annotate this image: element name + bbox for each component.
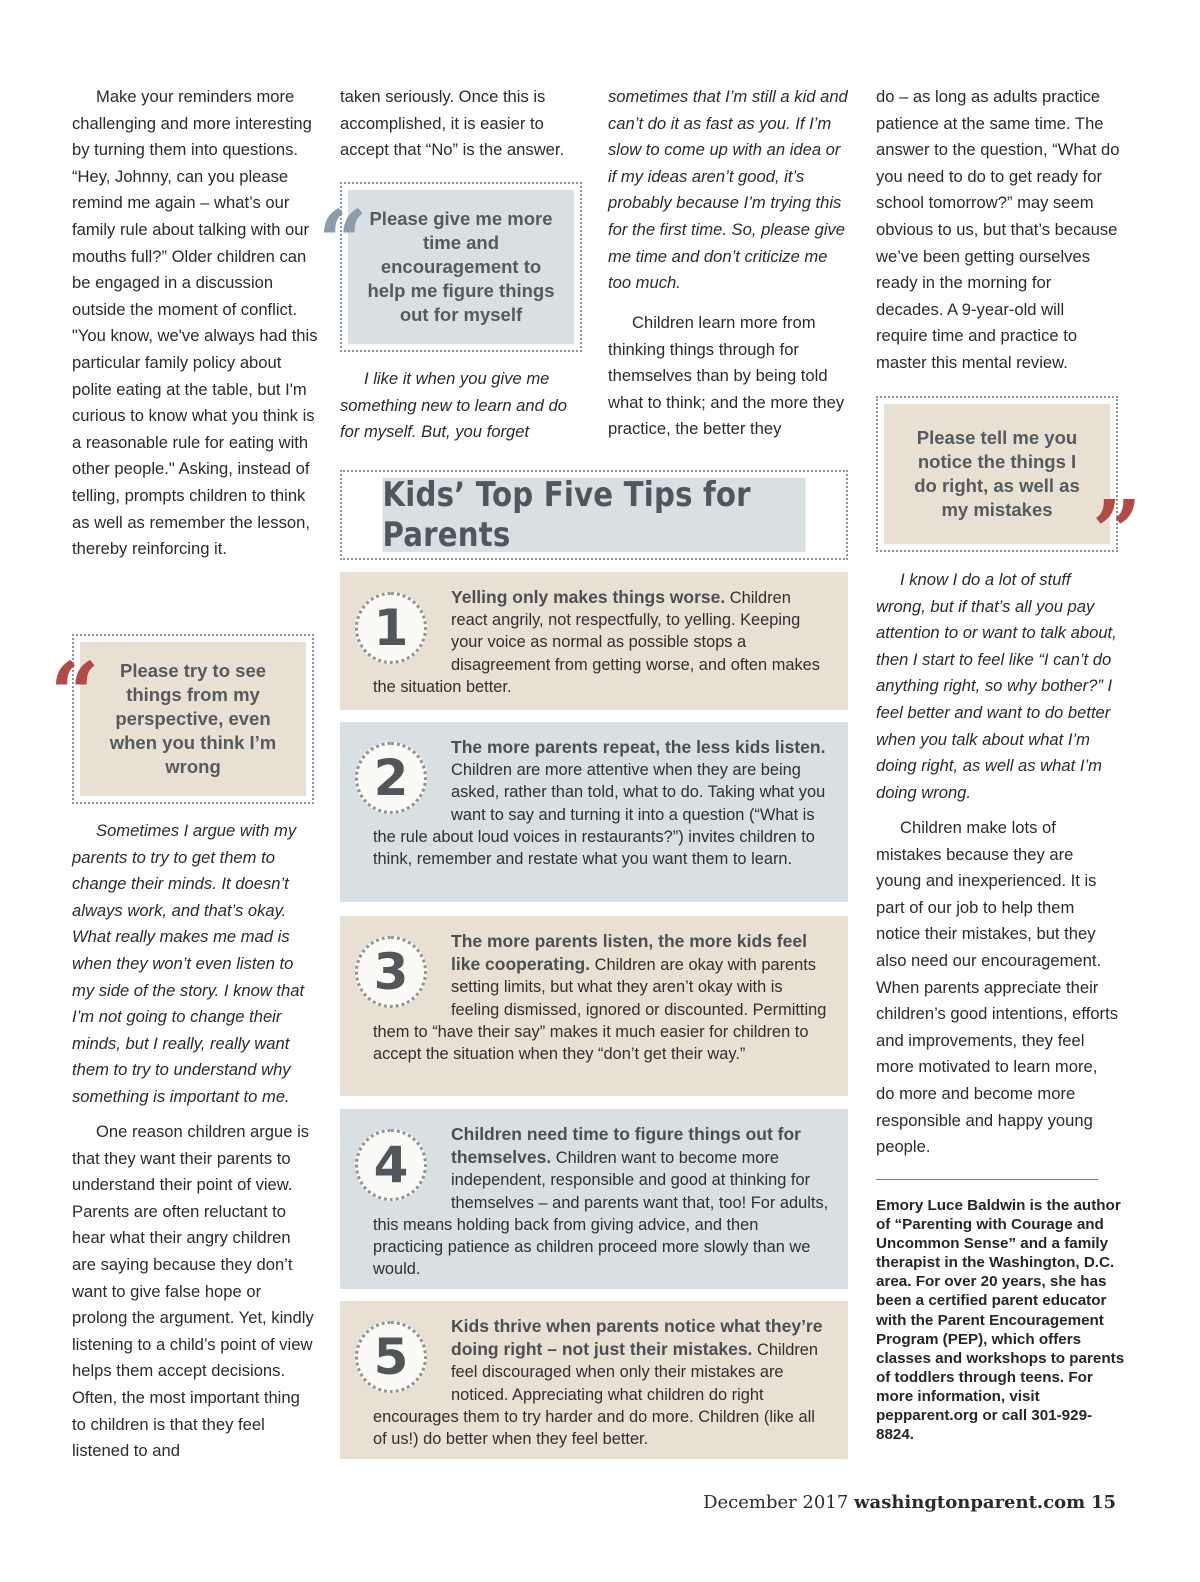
page-footer [703,1492,1116,1513]
pull-quote-box-3 [876,396,1118,552]
quote-mark-icon: ” [1092,490,1142,550]
number-badge: 5 [355,1321,427,1393]
tip-body: Children are okay with parents setting limits, but what they aren’t okay with is feeling dismissed, ignored or discounted. Permitting them to “have their say” makes it much easier for children to accept the situation when they “don’t get their way.” [373,956,827,1064]
column-1 [72,84,318,563]
kid-quote: Sometimes I argue with my parents to try to get them to change their minds. It doesn’t always work, and that’s okay. What really makes me mad is when they won’t even listen to my side of the story. I know that I’m not going to change their minds, but I really, really want them to try to understand why something is important to me. [72,821,305,1106]
kid-quote: sometimes that I’m still a kid and can’t do it as fast as you. If I’m slow to come up with an idea or if my ideas aren’t good, it’s probably because I’m trying this for the first time. So, please give me time and don’t criticize me too much. [608,87,848,293]
number-badge: 3 [355,936,427,1008]
column-1-italic [72,818,318,1111]
body-paragraph: Children learn more from thinking things through for themselves than by being told what to think; and the more they practice, the better they [608,313,845,439]
pull-quote-text: Please try to see things from my perspective, even when you think I’m wrong [80,642,306,796]
kid-quote: I like it when you give me something new to learn and do for myself. But, you forget [340,369,567,442]
pull-quote-text: Please give me more time and encouragement to help me figure things out for myself [348,190,574,344]
pull-quote-box-2 [340,182,582,352]
tip-body: Children react angrily, not respectfully, to yelling. Keeping your voice as normal as possible stops a disagreement from getting worse, and often makes the situation better. [373,589,820,696]
body-paragraph: One reason children argue is that they want their parents to understand their point of view. Parents are often reluctant to hear what their angry children are saying because they don’t want to give false hope or prolong the argument. Yet, kindly listening to a child’s point of view helps them accept decisions. Often, the most important thing to children is that they feel listened to and [72,1122,314,1461]
issue-date: December 2017 [703,1492,849,1513]
tip-body: Children are more attentive when they are being asked, rather than told, what to do. Taking what you want to say and turning it into a question (“What is the rule about loud voices in restaurants?”) invites children to think, remember and restate what you want them to learn. [373,761,826,869]
tips-title-box [340,470,848,560]
column-4-italic [876,567,1120,806]
divider [876,1179,1098,1180]
tip-heading: Yelling only makes things worse. [451,587,726,607]
tip-heading: Kids thrive when parents notice what they’re doing right – not just their mistakes. [451,1316,823,1360]
tip-4 [340,1109,848,1289]
body-paragraph: Make your reminders more challenging and more interesting by turning them into questions. “Hey, Johnny, can you please remind me again – what’s our family rule about talking with our mouths full?” Older children can be engaged in a discussion outside the moment of conflict. "You know, we've always had this particular family policy about polite eating at the table, but I'm curious to know what you think is a reasonable rule for eating with other people." Asking, instead of telling, prompts children to think as well as remember the lesson, thereby reinforcing it. [72,87,318,559]
column-3 [608,310,848,443]
tip-5 [340,1301,848,1459]
column-3-italic [608,84,848,297]
tip-heading: The more parents listen, the more kids feel like cooperating. [451,931,807,975]
number-badge: 2 [355,742,427,814]
tips-title: Kids’ Top Five Tips for Parents [382,478,805,552]
quote-mark-icon: “ [318,200,368,260]
column-4 [876,84,1120,377]
body-paragraph: taken seriously. Once this is accomplished, it is easier to accept that “No” is the answer. [340,87,565,160]
column-2 [340,84,576,164]
quote-mark-icon: “ [50,652,100,712]
tip-body: Children feel discouraged when only their mistakes are noticed. Appreciating what children do right encourages them to try harder and do more. Children (like all of us!) do better when they feel better. [373,1341,819,1449]
number-badge: 1 [355,592,427,664]
tip-3 [340,916,848,1096]
pull-quote-box-1 [72,634,314,804]
author-bio: Emory Luce Baldwin is the author of “Parenting with Courage and Uncommon Sense” and a family therapist in the Washington, D.C. area. For over 20 years, she has been a certified parent educator with the Parent Encouragement Program (PEP), which offers classes and workshops to parents of toddlers through teens. For more information, visit pepparent.org or call 301-929-8824. [876,1197,1125,1444]
website: washingtonparent.com [854,1492,1086,1513]
pull-quote-text: Please tell me you notice the things I do right, as well as my mistakes [884,404,1110,544]
tip-heading: The more parents repeat, the less kids listen. [451,737,826,757]
tip-1 [340,572,848,710]
number-badge: 4 [355,1129,427,1201]
body-paragraph: do – as long as adults practice patience at the same time. The answer to the question, “What do you need to do to get ready for school tomorrow?” may seem obvious to us, but that’s because we’ve been getting ourselves ready in the morning for decades. A 9-year-old will require time and practice to master this mental review. [876,87,1120,372]
tip-body: Children want to become more independent, responsible and good at thinking for themselves – and parents want that, too! For adults, this means holding back from giving advice, and then practicing patience as children proceed more slowly than we would. [373,1149,829,1279]
tip-2 [340,722,848,902]
body-paragraph: Children make lots of mistakes because they are young and inexperienced. It is part of our job to help them notice their mistakes, but they also need our encouragement. When parents appreciate their children’s good intentions, efforts and improvements, they feel more motivated to learn more, do more and become more responsible and happy young people. [876,818,1118,1157]
column-1-bottom [72,1119,318,1465]
page-number: 15 [1090,1492,1116,1513]
tip-heading: Children need time to figure things out for themselves. [451,1124,801,1168]
column-2-italic [340,366,576,446]
kid-quote: I know I do a lot of stuff wrong, but if that’s all you pay attention to or want to talk about, then I start to feel like “I can’t do anything right, so why bother?” I feel better and want to do better when you talk about what I’m doing right, as well as what I’m doing wrong. [876,570,1117,802]
column-4-body [876,815,1120,1161]
